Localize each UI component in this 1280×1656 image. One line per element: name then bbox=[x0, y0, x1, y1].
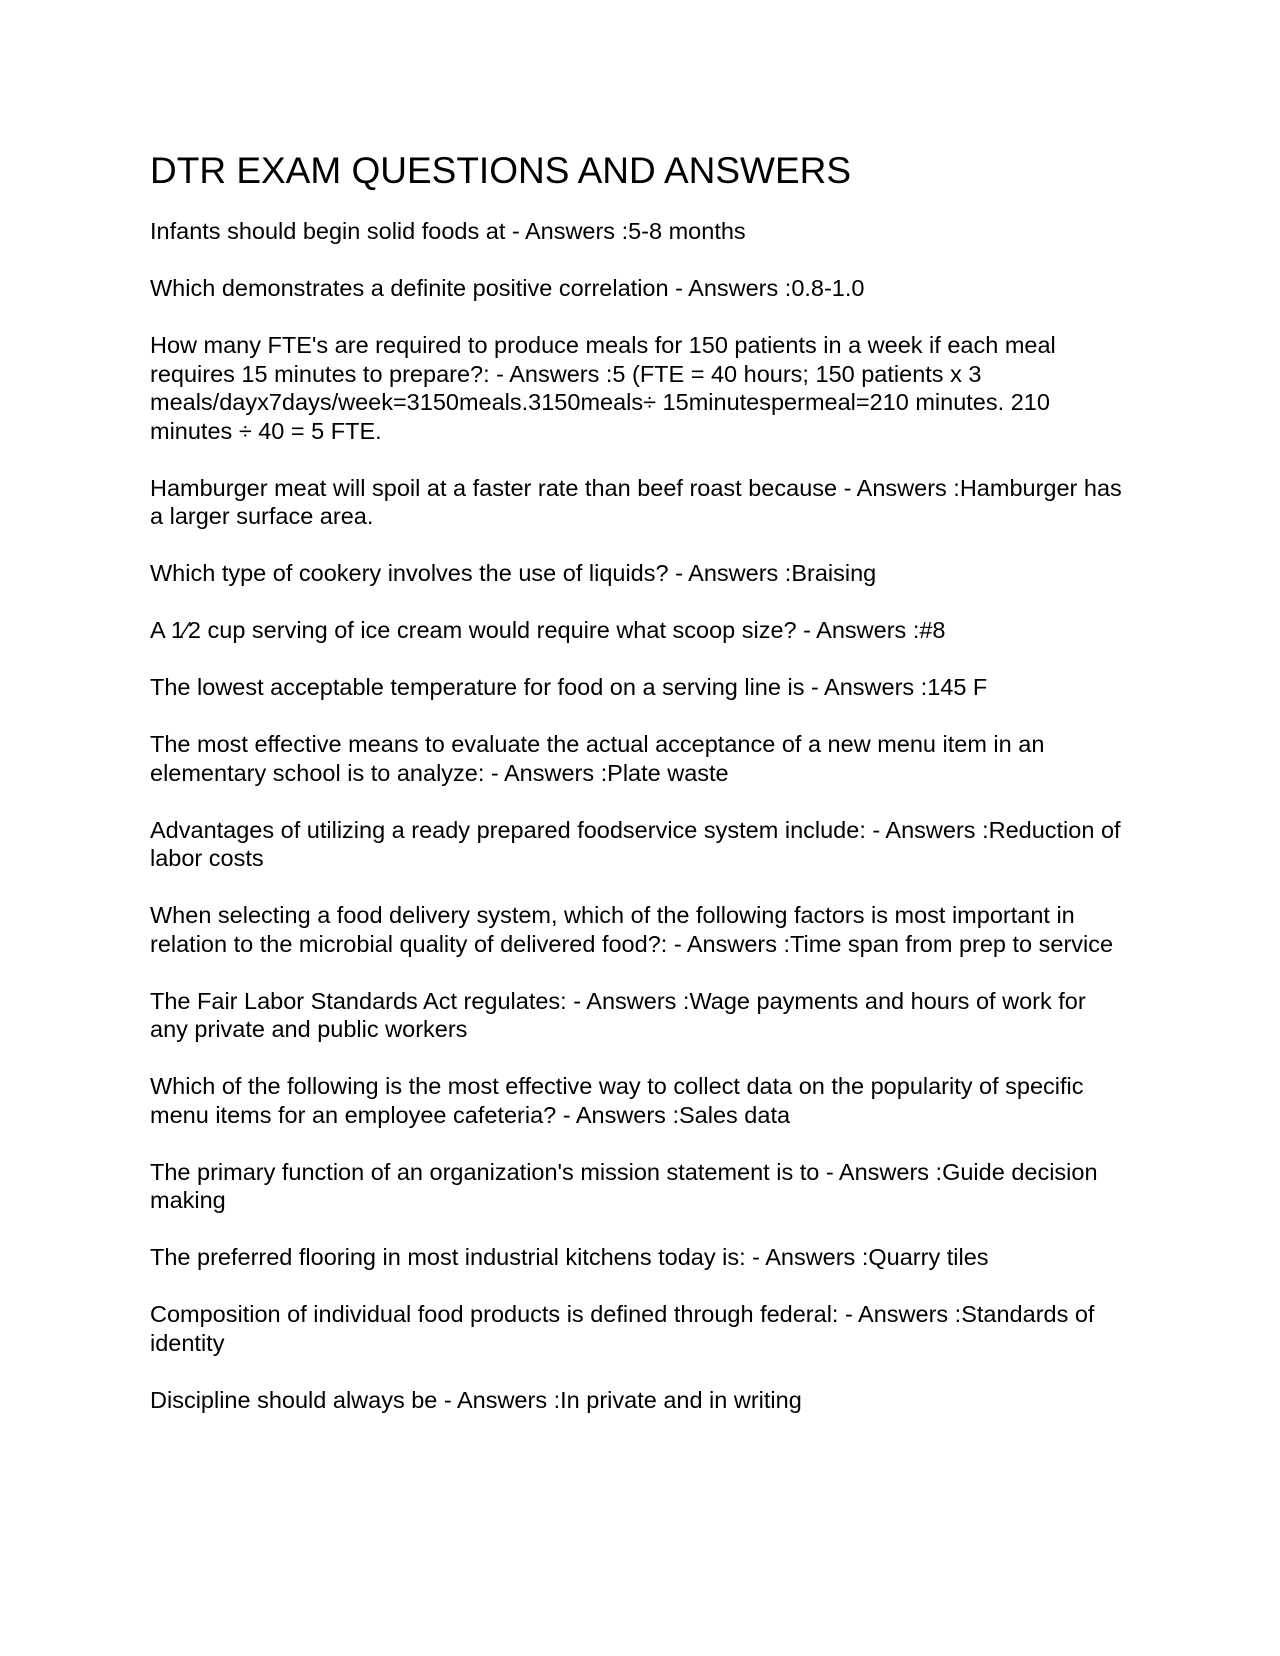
qa-item: The lowest acceptable temperature for food on a serving line is - Answers :145 F bbox=[150, 674, 988, 700]
qa-item: Infants should begin solid foods at - Answers :5-8 months bbox=[150, 218, 746, 244]
qa-item: A 1⁄2 cup serving of ice cream would require what scoop size? - Answers :#8 bbox=[150, 617, 946, 643]
qa-item: How many FTE's are required to produce meals for 150 patients in a week if each meal requires 15 minutes to prepare?: - Answers :5 (FTE = 40 hours; 150 patients x 3 meals/dayx7days/week=3150meals.3150meals÷ 15minutespermeal=210 minutes. 210 minutes ÷ 40 = 5 FTE. bbox=[150, 332, 1056, 444]
qa-item: The primary function of an organization's mission statement is to - Answers :Guide decision making bbox=[150, 1158, 1098, 1213]
qa-list bbox=[150, 217, 1130, 1414]
qa-item: The Fair Labor Standards Act regulates: - Answers :Wage payments and hours of work for any private and public workers bbox=[150, 987, 1086, 1042]
qa-item: Hamburger meat will spoil at a faster rate than beef roast because - Answers :Hamburger has a larger surface area. bbox=[150, 474, 1122, 529]
document-title: DTR EXAM QUESTIONS AND ANSWERS bbox=[150, 150, 852, 191]
qa-item: Which demonstrates a definite positive correlation - Answers :0.8-1.0 bbox=[150, 275, 865, 301]
qa-item: When selecting a food delivery system, which of the following factors is most important in relation to the microbial quality of delivered food?: - Answers :Time span from prep to service bbox=[150, 902, 1114, 957]
qa-item: Advantages of utilizing a ready prepared foodservice system include: - Answers :Reduction of labor costs bbox=[150, 816, 1121, 871]
qa-item: Discipline should always be - Answers :In private and in writing bbox=[150, 1386, 802, 1413]
qa-item: Which of the following is the most effective way to collect data on the popularity of specific menu items for an employee cafeteria? - Answers :Sales data bbox=[150, 1073, 1084, 1128]
document-content bbox=[150, 150, 1130, 1443]
qa-item: The most effective means to evaluate the actual acceptance of a new menu item in an elementary school is to analyze: - Answers :Plate waste bbox=[150, 731, 1045, 786]
qa-item: Composition of individual food products is defined through federal: - Answers :Standards of identity bbox=[150, 1301, 1095, 1356]
qa-item: Which type of cookery involves the use of liquids? - Answers :Braising bbox=[150, 560, 877, 586]
qa-item: The preferred flooring in most industrial kitchens today is: - Answers :Quarry tiles bbox=[150, 1244, 989, 1270]
